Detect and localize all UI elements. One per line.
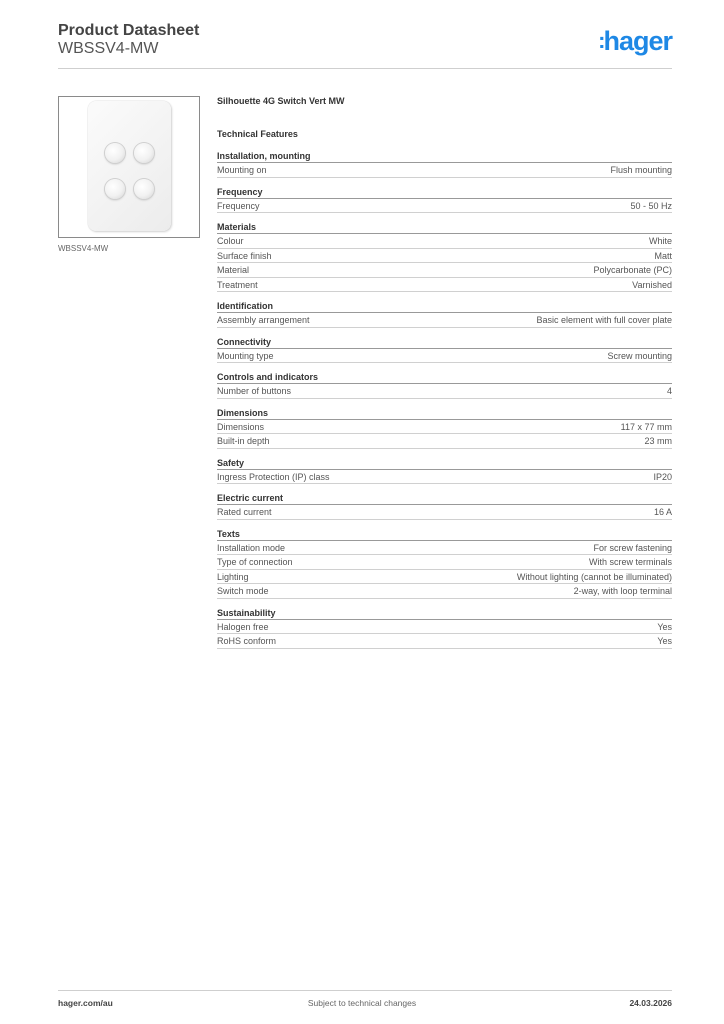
section-heading: Electric current [217, 492, 672, 505]
spec-label: RoHS conform [217, 636, 277, 646]
spec-label: Installation mode [217, 542, 286, 553]
spec-label: Mounting on [217, 165, 267, 175]
spec-sections [217, 150, 672, 649]
spec-row [217, 349, 672, 364]
spec-label: Rated current [217, 507, 272, 517]
product-title: Silhouette 4G Switch Vert MW [217, 96, 345, 106]
spec-value: 16 A [653, 507, 672, 517]
spec-value: Varnished [632, 279, 672, 290]
page-title: Product Datasheet [58, 22, 200, 39]
spec-label: Number of buttons [217, 386, 292, 396]
product-code: WBSSV4-MW [58, 40, 159, 57]
switch-plate-image [88, 101, 171, 231]
technical-features-heading: Technical Features [217, 129, 298, 139]
spec-row [217, 434, 672, 449]
spec-value: Basic element with full cover plate [536, 315, 672, 325]
spec-label: Assembly arrangement [217, 315, 310, 325]
section-heading: Frequency [217, 186, 672, 199]
section-heading: Connectivity [217, 336, 672, 349]
spec-row [217, 584, 672, 599]
spec-section [217, 528, 672, 599]
spec-row [217, 263, 672, 278]
spec-row [217, 384, 672, 399]
spec-section [217, 371, 672, 399]
spec-label: Material [217, 265, 250, 275]
spec-value: IP20 [653, 471, 672, 482]
spec-label: Lighting [217, 571, 249, 582]
spec-row [217, 620, 672, 635]
spec-label: Surface finish [217, 250, 272, 261]
spec-label: Colour [217, 236, 244, 246]
spec-value: Screw mounting [607, 350, 672, 361]
section-heading: Sustainability [217, 607, 672, 620]
spec-section [217, 186, 672, 214]
spec-label: Ingress Protection (IP) class [217, 471, 330, 482]
image-caption: WBSSV4-MW [58, 244, 109, 253]
spec-value: 2-way, with loop terminal [573, 586, 672, 596]
spec-value: 4 [666, 386, 672, 396]
spec-section [217, 457, 672, 485]
spec-value: 117 x 77 mm [620, 421, 672, 432]
spec-label: Halogen free [217, 621, 269, 632]
spec-row [217, 234, 672, 249]
section-heading: Texts [217, 528, 672, 541]
footer-website: hager.com/au [58, 998, 113, 1008]
switch-button-icon [134, 143, 154, 163]
spec-value: 23 mm [644, 436, 672, 446]
spec-row [217, 163, 672, 178]
spec-label: Dimensions [217, 421, 265, 432]
spec-value: Polycarbonate (PC) [593, 265, 672, 275]
section-heading: Installation, mounting [217, 150, 672, 163]
switch-button-icon [105, 179, 125, 199]
spec-value: Yes [657, 636, 672, 646]
spec-row [217, 570, 672, 585]
spec-label: Frequency [217, 200, 260, 211]
spec-label: Treatment [217, 279, 258, 290]
spec-value: For screw fastening [593, 542, 672, 553]
spec-row [217, 541, 672, 556]
spec-label: Type of connection [217, 557, 293, 567]
spec-section [217, 300, 672, 328]
spec-row [217, 249, 672, 264]
spec-row [217, 278, 672, 293]
spec-section [217, 221, 672, 292]
spec-value: Without lighting (cannot be illuminated) [516, 571, 672, 582]
spec-section [217, 407, 672, 449]
section-heading: Safety [217, 457, 672, 470]
footer-notice: Subject to technical changes [307, 998, 417, 1008]
spec-section [217, 492, 672, 520]
spec-value: Yes [657, 621, 672, 632]
switch-button-icon [105, 143, 125, 163]
spec-section [217, 336, 672, 364]
footer-date: 24.03.2026 [629, 998, 672, 1008]
spec-row [217, 505, 672, 520]
switch-button-icon [134, 179, 154, 199]
spec-row [217, 555, 672, 570]
spec-row [217, 470, 672, 485]
footer-divider [58, 990, 672, 991]
spec-value: Matt [654, 250, 672, 261]
spec-value: White [648, 236, 672, 246]
spec-content [217, 96, 672, 657]
header-divider [58, 68, 672, 69]
spec-row [217, 199, 672, 214]
hager-logo [598, 26, 672, 57]
section-heading: Dimensions [217, 407, 672, 420]
section-heading: Controls and indicators [217, 371, 672, 384]
spec-label: Switch mode [217, 586, 269, 596]
spec-row [217, 634, 672, 649]
product-image-frame [58, 96, 200, 238]
section-heading: Materials [217, 221, 672, 234]
spec-section [217, 607, 672, 649]
spec-section [217, 150, 672, 178]
spec-value: With screw terminals [588, 557, 672, 567]
spec-label: Mounting type [217, 350, 274, 361]
spec-label: Built-in depth [217, 436, 270, 446]
spec-row [217, 313, 672, 328]
logo-text: hager [603, 26, 672, 56]
spec-row [217, 420, 672, 435]
logo-dots-icon: : [598, 28, 604, 53]
spec-value: Flush mounting [610, 165, 672, 175]
section-heading: Identification [217, 300, 672, 313]
spec-value: 50 - 50 Hz [630, 200, 672, 211]
